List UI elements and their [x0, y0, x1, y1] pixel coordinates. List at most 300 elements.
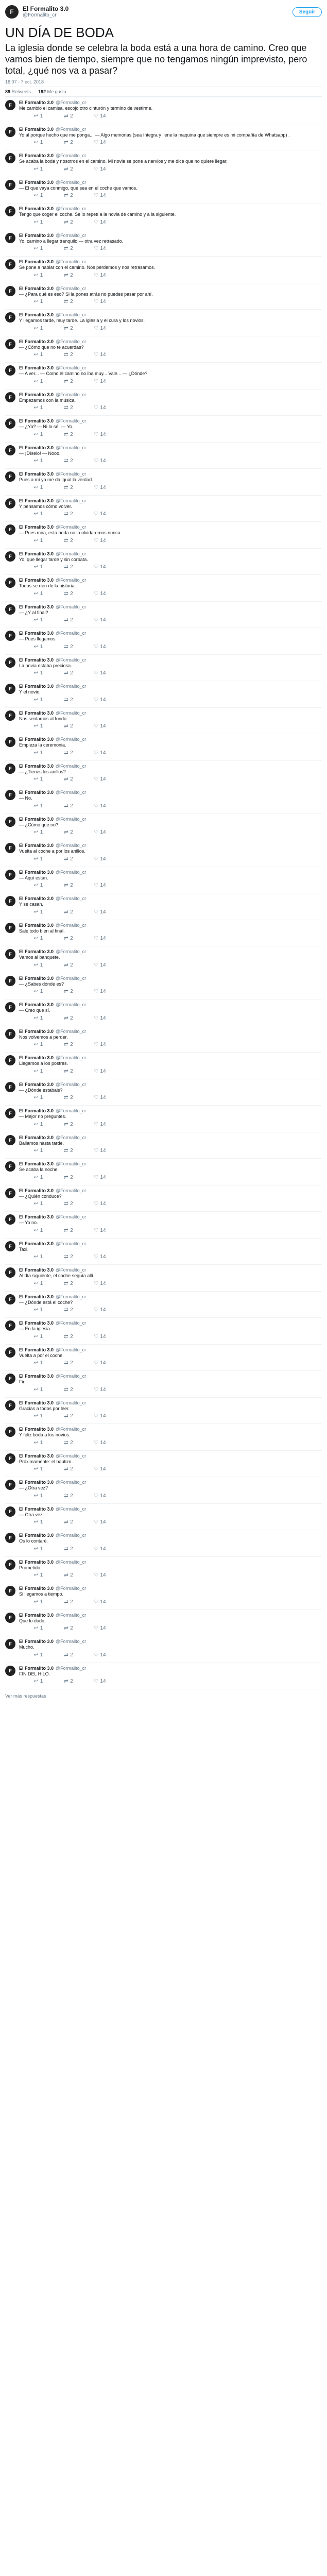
- reply-author-handle[interactable]: @Formalito_cr: [56, 471, 87, 477]
- reply-author-handle[interactable]: @Formalito_cr: [56, 259, 87, 264]
- avatar[interactable]: F: [5, 418, 15, 429]
- heart-icon[interactable]: ♡ 14: [94, 962, 106, 968]
- reply-author-name[interactable]: El Formalito 3.0: [19, 1161, 54, 1166]
- reply-author-name[interactable]: El Formalito 3.0: [19, 922, 54, 928]
- retweet-icon[interactable]: ⇄ 2: [64, 1519, 73, 1525]
- reply-tweet[interactable]: [5, 468, 322, 495]
- retweet-icon[interactable]: ⇄ 2: [64, 697, 73, 703]
- reply-author-handle[interactable]: @Formalito_cr: [56, 285, 87, 291]
- reply-author-handle[interactable]: @Formalito_cr: [56, 578, 87, 583]
- avatar[interactable]: F: [5, 578, 15, 588]
- reply-tweet[interactable]: [5, 389, 322, 416]
- reply-author-handle[interactable]: @Formalito_cr: [56, 1506, 87, 1512]
- heart-icon[interactable]: ♡ 14: [94, 697, 106, 703]
- reply-tweet[interactable]: [5, 1503, 322, 1530]
- reply-author-handle[interactable]: @Formalito_cr: [56, 445, 87, 450]
- reply-tweet[interactable]: [5, 999, 322, 1026]
- reply-author-name[interactable]: El Formalito 3.0: [19, 232, 54, 238]
- heart-icon[interactable]: ♡ 14: [94, 1280, 106, 1286]
- retweet-icon[interactable]: ⇄ 2: [64, 1068, 73, 1074]
- retweet-icon[interactable]: ⇄ 2: [64, 1466, 73, 1472]
- retweet-icon[interactable]: ⇄ 2: [64, 936, 73, 941]
- heart-icon[interactable]: ♡ 14: [94, 1042, 106, 1047]
- retweet-icon[interactable]: ⇄ 2: [64, 670, 73, 676]
- reply-tweet[interactable]: [5, 1556, 322, 1583]
- reply-author-name[interactable]: El Formalito 3.0: [19, 1294, 54, 1299]
- retweet-icon[interactable]: ⇄ 2: [64, 378, 73, 384]
- reply-tweet[interactable]: [5, 1530, 322, 1556]
- avatar[interactable]: F: [5, 1347, 15, 1358]
- retweet-icon[interactable]: ⇄ 2: [64, 1201, 73, 1207]
- avatar[interactable]: F: [5, 339, 15, 349]
- reply-icon[interactable]: ↩ 1: [33, 325, 43, 331]
- reply-author-name[interactable]: El Formalito 3.0: [19, 710, 54, 716]
- heart-icon[interactable]: ♡ 14: [94, 723, 106, 729]
- reply-tweet[interactable]: [5, 1450, 322, 1477]
- retweet-icon[interactable]: ⇄ 2: [64, 1493, 73, 1499]
- reply-author-handle[interactable]: @Formalito_cr: [56, 1612, 87, 1618]
- reply-author-handle[interactable]: @Formalito_cr: [56, 1665, 87, 1671]
- retweet-icon[interactable]: ⇄ 2: [64, 776, 73, 782]
- retweet-icon[interactable]: ⇄ 2: [64, 1360, 73, 1366]
- heart-icon[interactable]: ♡ 14: [94, 511, 106, 517]
- reply-author-handle[interactable]: @Formalito_cr: [56, 1134, 87, 1140]
- reply-author-name[interactable]: El Formalito 3.0: [19, 524, 54, 530]
- reply-icon[interactable]: ↩ 1: [33, 750, 43, 756]
- retweet-icon[interactable]: ⇄ 2: [64, 1386, 73, 1393]
- heart-icon[interactable]: ♡ 14: [94, 883, 106, 888]
- retweet-icon[interactable]: ⇄ 2: [64, 1599, 73, 1605]
- avatar[interactable]: F: [5, 1161, 15, 1172]
- retweet-icon[interactable]: ⇄ 2: [64, 564, 73, 570]
- heart-icon[interactable]: ♡ 14: [94, 1625, 106, 1631]
- reply-author-name[interactable]: El Formalito 3.0: [19, 498, 54, 503]
- reply-icon[interactable]: ↩ 1: [33, 1572, 43, 1578]
- reply-author-name[interactable]: El Formalito 3.0: [19, 1028, 54, 1034]
- reply-author-handle[interactable]: @Formalito_cr: [56, 1055, 87, 1060]
- reply-icon[interactable]: ↩ 1: [33, 1652, 43, 1658]
- heart-icon[interactable]: ♡ 14: [94, 1095, 106, 1100]
- heart-icon[interactable]: ♡ 14: [94, 537, 106, 544]
- heart-icon[interactable]: ♡ 14: [94, 431, 106, 437]
- reply-icon[interactable]: ↩ 1: [33, 909, 43, 915]
- reply-author-handle[interactable]: @Formalito_cr: [56, 1294, 87, 1299]
- likes-stat[interactable]: [38, 89, 66, 94]
- retweet-icon[interactable]: ⇄ 2: [64, 299, 73, 304]
- retweet-icon[interactable]: ⇄ 2: [64, 1227, 73, 1233]
- reply-author-handle[interactable]: @Formalito_cr: [56, 975, 87, 981]
- avatar[interactable]: F: [5, 870, 15, 880]
- reply-icon[interactable]: ↩ 1: [33, 193, 43, 198]
- reply-author-handle[interactable]: @Formalito_cr: [56, 737, 87, 742]
- reply-author-handle[interactable]: @Formalito_cr: [56, 232, 87, 238]
- heart-icon[interactable]: ♡ 14: [94, 803, 106, 809]
- retweet-icon[interactable]: ⇄ 2: [64, 1174, 73, 1180]
- retweet-icon[interactable]: ⇄ 2: [64, 962, 73, 968]
- reply-author-handle[interactable]: @Formalito_cr: [56, 1108, 87, 1113]
- heart-icon[interactable]: ♡ 14: [94, 219, 106, 225]
- reply-icon[interactable]: ↩ 1: [33, 617, 43, 623]
- retweet-icon[interactable]: ⇄ 2: [64, 272, 73, 278]
- avatar[interactable]: F: [5, 896, 15, 906]
- reply-icon[interactable]: ↩ 1: [33, 1068, 43, 1074]
- reply-author-name[interactable]: El Formalito 3.0: [19, 1214, 54, 1219]
- reply-icon[interactable]: ↩ 1: [33, 1386, 43, 1393]
- retweets-stat[interactable]: [5, 89, 31, 94]
- reply-icon[interactable]: ↩ 1: [33, 405, 43, 411]
- avatar[interactable]: F: [5, 1374, 15, 1384]
- retweet-icon[interactable]: ⇄ 2: [64, 750, 73, 756]
- reply-icon[interactable]: ↩ 1: [33, 1333, 43, 1340]
- reply-author-handle[interactable]: @Formalito_cr: [56, 1214, 87, 1219]
- reply-author-name[interactable]: El Formalito 3.0: [19, 737, 54, 742]
- avatar[interactable]: F: [5, 206, 15, 216]
- reply-author-name[interactable]: El Formalito 3.0: [19, 1267, 54, 1273]
- heart-icon[interactable]: ♡ 14: [94, 272, 106, 278]
- heart-icon[interactable]: ♡ 14: [94, 1360, 106, 1366]
- heart-icon[interactable]: ♡ 14: [94, 140, 106, 145]
- reply-author-handle[interactable]: @Formalito_cr: [56, 604, 87, 609]
- reply-icon[interactable]: ↩ 1: [33, 1280, 43, 1286]
- heart-icon[interactable]: ♡ 14: [94, 1572, 106, 1578]
- reply-author-name[interactable]: El Formalito 3.0: [19, 126, 54, 132]
- reply-author-name[interactable]: El Formalito 3.0: [19, 1055, 54, 1060]
- retweet-icon[interactable]: ⇄ 2: [64, 325, 73, 331]
- heart-icon[interactable]: ♡ 14: [94, 1148, 106, 1154]
- reply-author-handle[interactable]: @Formalito_cr: [56, 1267, 87, 1273]
- reply-author-name[interactable]: El Formalito 3.0: [19, 631, 54, 636]
- reply-icon[interactable]: ↩ 1: [33, 246, 43, 251]
- avatar[interactable]: F: [5, 259, 15, 269]
- reply-author-name[interactable]: El Formalito 3.0: [19, 1559, 54, 1565]
- avatar[interactable]: F: [5, 5, 19, 19]
- reply-author-handle[interactable]: @Formalito_cr: [56, 843, 87, 848]
- retweet-icon[interactable]: ⇄ 2: [64, 803, 73, 809]
- retweet-icon[interactable]: ⇄ 2: [64, 458, 73, 464]
- reply-author-name[interactable]: El Formalito 3.0: [19, 1320, 54, 1326]
- avatar[interactable]: F: [5, 1135, 15, 1145]
- avatar[interactable]: F: [5, 923, 15, 933]
- heart-icon[interactable]: ♡ 14: [94, 1015, 106, 1021]
- reply-icon[interactable]: ↩ 1: [33, 140, 43, 145]
- reply-tweet[interactable]: [5, 654, 322, 681]
- avatar[interactable]: F: [5, 180, 15, 190]
- reply-tweet[interactable]: [5, 1663, 322, 1689]
- reply-author-name[interactable]: El Formalito 3.0: [19, 1586, 54, 1591]
- author-name[interactable]: El Formalito 3.0: [23, 5, 69, 12]
- reply-icon[interactable]: ↩ 1: [33, 1042, 43, 1047]
- retweet-icon[interactable]: ⇄ 2: [64, 1148, 73, 1154]
- reply-icon[interactable]: ↩ 1: [33, 962, 43, 968]
- reply-tweet[interactable]: [5, 362, 322, 389]
- reply-author-name[interactable]: El Formalito 3.0: [19, 896, 54, 901]
- reply-icon[interactable]: ↩ 1: [33, 378, 43, 384]
- reply-tweet[interactable]: [5, 1079, 322, 1106]
- heart-icon[interactable]: ♡ 14: [94, 352, 106, 358]
- retweet-icon[interactable]: ⇄ 2: [64, 909, 73, 915]
- retweet-icon[interactable]: ⇄ 2: [64, 1307, 73, 1313]
- reply-icon[interactable]: ↩ 1: [33, 458, 43, 464]
- reply-icon[interactable]: ↩ 1: [33, 431, 43, 437]
- heart-icon[interactable]: ♡ 14: [94, 617, 106, 623]
- reply-author-name[interactable]: El Formalito 3.0: [19, 1241, 54, 1246]
- author-handle[interactable]: @Formalito_cr: [23, 12, 57, 18]
- reply-author-handle[interactable]: @Formalito_cr: [56, 1639, 87, 1644]
- retweet-icon[interactable]: ⇄ 2: [64, 1439, 73, 1446]
- reply-author-handle[interactable]: @Formalito_cr: [56, 869, 87, 875]
- reply-author-name[interactable]: El Formalito 3.0: [19, 338, 54, 344]
- avatar[interactable]: F: [5, 657, 15, 668]
- avatar[interactable]: F: [5, 790, 15, 800]
- reply-tweet[interactable]: [5, 920, 322, 946]
- reply-icon[interactable]: ↩ 1: [33, 537, 43, 544]
- avatar[interactable]: F: [5, 1055, 15, 1065]
- reply-tweet[interactable]: [5, 840, 322, 867]
- reply-author-name[interactable]: El Formalito 3.0: [19, 206, 54, 211]
- reply-author-handle[interactable]: @Formalito_cr: [56, 551, 87, 556]
- reply-icon[interactable]: ↩ 1: [33, 1307, 43, 1313]
- retweet-icon[interactable]: ⇄ 2: [64, 1546, 73, 1552]
- heart-icon[interactable]: ♡ 14: [94, 1227, 106, 1233]
- retweet-icon[interactable]: ⇄ 2: [64, 113, 73, 119]
- reply-tweet[interactable]: [5, 707, 322, 734]
- reply-author-name[interactable]: El Formalito 3.0: [19, 975, 54, 981]
- reply-author-name[interactable]: El Formalito 3.0: [19, 100, 54, 105]
- reply-author-name[interactable]: El Formalito 3.0: [19, 843, 54, 848]
- avatar[interactable]: F: [5, 498, 15, 509]
- reply-author-name[interactable]: El Formalito 3.0: [19, 1374, 54, 1379]
- avatar[interactable]: F: [5, 1586, 15, 1596]
- reply-tweet[interactable]: [5, 97, 322, 124]
- reply-author-handle[interactable]: @Formalito_cr: [56, 338, 87, 344]
- reply-tweet[interactable]: [5, 1158, 322, 1185]
- reply-author-handle[interactable]: @Formalito_cr: [56, 922, 87, 928]
- reply-tweet[interactable]: [5, 1583, 322, 1609]
- reply-author-name[interactable]: El Formalito 3.0: [19, 1427, 54, 1432]
- reply-icon[interactable]: ↩ 1: [33, 166, 43, 172]
- reply-icon[interactable]: ↩ 1: [33, 1201, 43, 1207]
- retweet-icon[interactable]: ⇄ 2: [64, 856, 73, 862]
- reply-icon[interactable]: ↩ 1: [33, 643, 43, 650]
- reply-tweet[interactable]: [5, 1132, 322, 1159]
- heart-icon[interactable]: ♡ 14: [94, 246, 106, 251]
- reply-author-handle[interactable]: @Formalito_cr: [56, 1480, 87, 1485]
- avatar[interactable]: F: [5, 1320, 15, 1331]
- avatar[interactable]: F: [5, 1533, 15, 1543]
- reply-author-handle[interactable]: @Formalito_cr: [56, 1081, 87, 1087]
- reply-tweet[interactable]: [5, 495, 322, 522]
- reply-icon[interactable]: ↩ 1: [33, 989, 43, 994]
- heart-icon[interactable]: ♡ 14: [94, 1121, 106, 1127]
- avatar[interactable]: F: [5, 1188, 15, 1198]
- reply-icon[interactable]: ↩ 1: [33, 113, 43, 119]
- reply-tweet[interactable]: [5, 734, 322, 760]
- retweet-icon[interactable]: ⇄ 2: [64, 1413, 73, 1419]
- reply-tweet[interactable]: [5, 124, 322, 150]
- reply-author-name[interactable]: El Formalito 3.0: [19, 578, 54, 583]
- retweet-icon[interactable]: ⇄ 2: [64, 989, 73, 994]
- reply-author-handle[interactable]: @Formalito_cr: [56, 896, 87, 901]
- heart-icon[interactable]: ♡ 14: [94, 856, 106, 862]
- reply-author-handle[interactable]: @Formalito_cr: [56, 1559, 87, 1565]
- reply-tweet[interactable]: [5, 548, 322, 575]
- heart-icon[interactable]: ♡ 14: [94, 1466, 106, 1472]
- reply-tweet[interactable]: [5, 521, 322, 548]
- reply-tweet[interactable]: [5, 256, 322, 283]
- reply-icon[interactable]: ↩ 1: [33, 1519, 43, 1525]
- heart-icon[interactable]: ♡ 14: [94, 1519, 106, 1525]
- reply-author-name[interactable]: El Formalito 3.0: [19, 790, 54, 795]
- avatar[interactable]: F: [5, 684, 15, 694]
- reply-tweet[interactable]: [5, 1397, 322, 1424]
- heart-icon[interactable]: ♡ 14: [94, 989, 106, 994]
- reply-tweet[interactable]: [5, 1264, 322, 1291]
- heart-icon[interactable]: ♡ 14: [94, 776, 106, 782]
- reply-icon[interactable]: ↩ 1: [33, 1174, 43, 1180]
- reply-author-handle[interactable]: @Formalito_cr: [56, 1453, 87, 1459]
- reply-author-name[interactable]: El Formalito 3.0: [19, 1639, 54, 1644]
- retweet-icon[interactable]: ⇄ 2: [64, 1572, 73, 1578]
- retweet-icon[interactable]: ⇄ 2: [64, 246, 73, 251]
- reply-author-name[interactable]: El Formalito 3.0: [19, 1453, 54, 1459]
- avatar[interactable]: F: [5, 1666, 15, 1676]
- avatar[interactable]: F: [5, 1002, 15, 1012]
- avatar[interactable]: F: [5, 286, 15, 296]
- reply-author-name[interactable]: El Formalito 3.0: [19, 657, 54, 663]
- avatar[interactable]: F: [5, 1294, 15, 1304]
- reply-icon[interactable]: ↩ 1: [33, 697, 43, 703]
- retweet-icon[interactable]: ⇄ 2: [64, 511, 73, 517]
- reply-icon[interactable]: ↩ 1: [33, 776, 43, 782]
- reply-author-handle[interactable]: @Formalito_cr: [56, 524, 87, 530]
- avatar[interactable]: F: [5, 1082, 15, 1092]
- reply-author-name[interactable]: El Formalito 3.0: [19, 1506, 54, 1512]
- reply-tweet[interactable]: [5, 1423, 322, 1450]
- reply-author-handle[interactable]: @Formalito_cr: [56, 949, 87, 954]
- reply-icon[interactable]: ↩ 1: [33, 670, 43, 676]
- avatar[interactable]: F: [5, 817, 15, 827]
- reply-tweet[interactable]: [5, 1291, 322, 1318]
- heart-icon[interactable]: ♡ 14: [94, 405, 106, 411]
- avatar[interactable]: F: [5, 1506, 15, 1517]
- reply-icon[interactable]: ↩ 1: [33, 1254, 43, 1260]
- reply-tweet[interactable]: [5, 309, 322, 336]
- reply-tweet[interactable]: [5, 681, 322, 707]
- avatar[interactable]: F: [5, 551, 15, 562]
- reply-author-handle[interactable]: @Formalito_cr: [56, 365, 87, 370]
- reply-tweet[interactable]: [5, 177, 322, 204]
- reply-author-name[interactable]: El Formalito 3.0: [19, 392, 54, 397]
- heart-icon[interactable]: ♡ 14: [94, 564, 106, 570]
- reply-tweet[interactable]: [5, 1477, 322, 1503]
- reply-icon[interactable]: ↩ 1: [33, 484, 43, 490]
- avatar[interactable]: F: [5, 1214, 15, 1225]
- reply-tweet[interactable]: [5, 893, 322, 920]
- reply-author-handle[interactable]: @Formalito_cr: [56, 657, 87, 663]
- retweet-icon[interactable]: ⇄ 2: [64, 166, 73, 172]
- reply-tweet[interactable]: [5, 628, 322, 654]
- reply-icon[interactable]: ↩ 1: [33, 511, 43, 517]
- reply-icon[interactable]: ↩ 1: [33, 1546, 43, 1552]
- reply-author-handle[interactable]: @Formalito_cr: [56, 498, 87, 503]
- reply-author-name[interactable]: El Formalito 3.0: [19, 153, 54, 158]
- reply-author-name[interactable]: El Formalito 3.0: [19, 551, 54, 556]
- avatar[interactable]: F: [5, 1241, 15, 1251]
- heart-icon[interactable]: ♡ 14: [94, 1413, 106, 1419]
- reply-author-handle[interactable]: @Formalito_cr: [56, 1374, 87, 1379]
- heart-icon[interactable]: ♡ 14: [94, 1679, 106, 1684]
- reply-icon[interactable]: ↩ 1: [33, 1599, 43, 1605]
- reply-icon[interactable]: ↩ 1: [33, 1466, 43, 1472]
- more-replies-link[interactable]: Ver más respuestas: [5, 1689, 322, 1703]
- retweet-icon[interactable]: ⇄ 2: [64, 140, 73, 145]
- reply-author-handle[interactable]: @Formalito_cr: [56, 1400, 87, 1405]
- reply-tweet[interactable]: [5, 150, 322, 177]
- reply-icon[interactable]: ↩ 1: [33, 883, 43, 888]
- reply-author-name[interactable]: El Formalito 3.0: [19, 418, 54, 423]
- reply-tweet[interactable]: [5, 1105, 322, 1132]
- avatar[interactable]: F: [5, 1108, 15, 1118]
- avatar[interactable]: F: [5, 764, 15, 774]
- avatar[interactable]: F: [5, 1427, 15, 1437]
- avatar[interactable]: F: [5, 949, 15, 959]
- retweet-icon[interactable]: ⇄ 2: [64, 1625, 73, 1631]
- reply-tweet[interactable]: [5, 1211, 322, 1238]
- reply-author-handle[interactable]: @Formalito_cr: [56, 631, 87, 636]
- retweet-icon[interactable]: ⇄ 2: [64, 1280, 73, 1286]
- reply-icon[interactable]: ↩ 1: [33, 1148, 43, 1154]
- retweet-icon[interactable]: ⇄ 2: [64, 829, 73, 835]
- avatar[interactable]: F: [5, 1560, 15, 1570]
- reply-icon[interactable]: ↩ 1: [33, 856, 43, 862]
- reply-author-name[interactable]: El Formalito 3.0: [19, 312, 54, 317]
- heart-icon[interactable]: ♡ 14: [94, 1201, 106, 1207]
- heart-icon[interactable]: ♡ 14: [94, 1174, 106, 1180]
- reply-author-name[interactable]: El Formalito 3.0: [19, 1533, 54, 1538]
- avatar[interactable]: F: [5, 127, 15, 137]
- reply-tweet[interactable]: [5, 1370, 322, 1397]
- reply-author-handle[interactable]: @Formalito_cr: [56, 684, 87, 689]
- retweet-icon[interactable]: ⇄ 2: [64, 352, 73, 358]
- reply-icon[interactable]: ↩ 1: [33, 1121, 43, 1127]
- reply-author-handle[interactable]: @Formalito_cr: [56, 710, 87, 716]
- retweet-icon[interactable]: ⇄ 2: [64, 1015, 73, 1021]
- reply-author-name[interactable]: El Formalito 3.0: [19, 259, 54, 264]
- reply-author-handle[interactable]: @Formalito_cr: [56, 418, 87, 423]
- reply-tweet[interactable]: [5, 814, 322, 840]
- avatar[interactable]: F: [5, 233, 15, 243]
- reply-author-handle[interactable]: @Formalito_cr: [56, 1161, 87, 1166]
- reply-author-handle[interactable]: @Formalito_cr: [56, 1427, 87, 1432]
- reply-author-handle[interactable]: @Formalito_cr: [56, 1241, 87, 1246]
- retweet-icon[interactable]: ⇄ 2: [64, 617, 73, 623]
- reply-icon[interactable]: ↩ 1: [33, 723, 43, 729]
- reply-tweet[interactable]: [5, 760, 322, 787]
- avatar[interactable]: F: [5, 1639, 15, 1649]
- avatar[interactable]: F: [5, 1267, 15, 1278]
- reply-author-handle[interactable]: @Formalito_cr: [56, 1188, 87, 1193]
- reply-author-handle[interactable]: @Formalito_cr: [56, 312, 87, 317]
- avatar[interactable]: F: [5, 445, 15, 455]
- reply-tweet[interactable]: [5, 1185, 322, 1212]
- reply-icon[interactable]: ↩ 1: [33, 1679, 43, 1684]
- reply-tweet[interactable]: [5, 1052, 322, 1079]
- reply-author-name[interactable]: El Formalito 3.0: [19, 1612, 54, 1618]
- avatar[interactable]: F: [5, 737, 15, 747]
- avatar[interactable]: F: [5, 1029, 15, 1039]
- heart-icon[interactable]: ♡ 14: [94, 1599, 106, 1605]
- reply-icon[interactable]: ↩ 1: [33, 299, 43, 304]
